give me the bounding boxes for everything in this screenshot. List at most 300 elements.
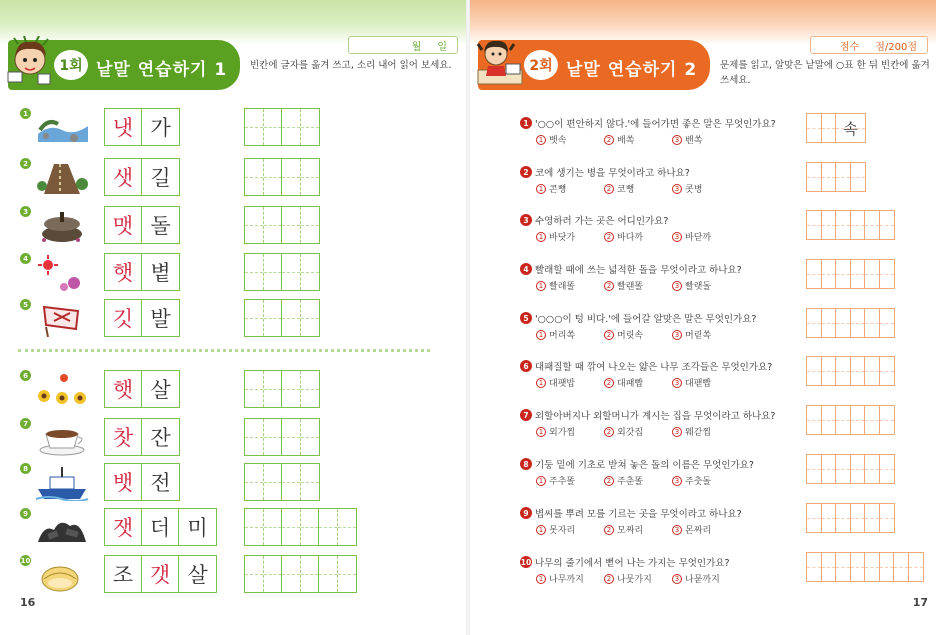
answer-cell[interactable] [851,357,866,385]
option-label: 바닫까 [685,233,712,243]
answer-option[interactable] [604,572,672,585]
writing-grid[interactable] [244,555,357,593]
option-label: 콧병 [685,185,703,195]
answer-grid[interactable] [806,405,895,435]
answer-cell[interactable] [865,309,880,337]
practice-row [0,555,466,595]
option-number-icon: 1 [536,427,546,437]
grid-cell[interactable] [301,254,320,290]
stream-icon [34,110,90,146]
word-syllable: 잿 [105,509,142,545]
question-number: 7 [520,409,532,421]
row-number: 10 [20,556,31,565]
grid-cell[interactable] [245,556,264,592]
score-label: 점수 [839,41,860,53]
answer-cell[interactable] [880,357,895,385]
question-text: '○○이 편안하지 않다.'에 들어가면 좋은 말은 무엇인가요? [535,119,776,130]
writing-grid[interactable] [244,299,320,337]
millstone-icon [34,208,90,244]
grid-cell[interactable] [301,371,320,407]
flag-icon [34,301,90,337]
date-day-label: 일 [437,41,447,53]
answer-cell[interactable] [894,553,909,581]
answer-cell[interactable] [807,357,822,385]
grid-cell[interactable] [282,254,301,290]
grid-cell[interactable] [264,419,283,455]
answer-option[interactable] [672,425,740,438]
row-number: 8 [20,463,31,474]
answer-grid[interactable] [806,210,895,240]
answer-option[interactable] [672,133,740,146]
answer-cell[interactable] [836,406,851,434]
grid-cell[interactable] [301,556,320,592]
answer-grid[interactable] [806,259,895,289]
answer-cell[interactable] [865,553,880,581]
option-list [536,523,740,536]
option-number-icon: 1 [536,232,546,242]
row-number: 3 [20,206,31,217]
answer-option[interactable] [604,474,672,487]
question-item [520,117,810,159]
answer-cell[interactable] [807,211,822,239]
word-syllable: 잔 [150,426,171,450]
answer-grid[interactable] [806,113,866,143]
option-list [536,328,740,341]
option-label: 못자리 [549,526,576,536]
answer-cell[interactable] [880,504,895,532]
answer-grid[interactable] [806,503,895,533]
sunflower-icon [34,372,90,408]
answer-cell[interactable] [865,357,880,385]
answer-cell[interactable] [807,309,822,337]
answer-cell[interactable] [880,260,895,288]
option-number-icon: 1 [536,476,546,486]
option-number-icon: 3 [672,476,682,486]
option-label: 뱃속 [549,136,567,146]
answer-grid[interactable] [806,308,895,338]
word-syllable: 돌 [150,214,171,238]
grid-cell[interactable] [245,109,264,145]
sunshine-icon [34,255,90,291]
answer-cell[interactable] [822,504,837,532]
grid-cell[interactable] [245,159,264,195]
answer-option[interactable] [536,328,604,341]
answer-cell[interactable] [822,309,837,337]
answer-option[interactable] [672,523,740,536]
word-box [104,158,180,196]
option-list [536,182,740,195]
instruction-text: 문제를 읽고, 알맞은 낱말에 ○표 한 뒤 빈칸에 옮겨 쓰세요. [720,60,930,86]
option-number-icon: 1 [536,378,546,388]
answer-cell[interactable] [880,309,895,337]
option-number-icon: 1 [536,574,546,584]
word-box [104,418,180,456]
option-number-icon: 1 [536,184,546,194]
writing-grid[interactable] [244,418,320,456]
word-box [104,108,180,146]
writing-grid[interactable] [244,206,320,244]
left-page [0,0,466,635]
practice-row [0,418,466,458]
grid-cell[interactable] [245,419,264,455]
row-number: 5 [20,299,31,310]
option-label: 웨갇찝 [685,428,712,438]
answer-cell[interactable] [822,357,837,385]
question-number: 5 [520,312,532,324]
option-number-icon: 3 [672,427,682,437]
answer-cell[interactable] [807,504,822,532]
page-title: 낱말 연습하기 1 [96,60,228,80]
option-number-icon: 2 [604,232,614,242]
answer-cell[interactable] [851,211,866,239]
word-syllable: 햇 [105,254,142,290]
word-syllable: 깃 [105,300,142,336]
practice-row [0,253,466,293]
grid-cell[interactable] [301,207,320,243]
answer-option[interactable] [604,182,672,195]
grid-cell[interactable] [301,109,320,145]
answer-cell[interactable] [836,211,851,239]
practice-row [0,158,466,198]
answer-cell[interactable] [807,455,822,483]
option-list [536,572,740,585]
writing-grid[interactable] [244,508,357,546]
answer-cell[interactable] [836,357,851,385]
answer-cell[interactable] [865,455,880,483]
grid-cell[interactable] [338,509,357,545]
option-number-icon: 2 [604,378,614,388]
word-box [104,508,217,546]
answer-cell[interactable] [807,163,822,191]
answer-option[interactable] [536,425,604,438]
option-label: 나뭇가지 [617,575,652,585]
grid-cell[interactable] [245,207,264,243]
word-box [104,299,180,337]
grid-cell[interactable] [282,509,301,545]
answer-option[interactable] [604,230,672,243]
grid-cell[interactable] [264,371,283,407]
answer-cell[interactable] [822,163,837,191]
answer-option[interactable] [604,328,672,341]
word-syllable: 살 [187,563,208,587]
answer-cell[interactable] [909,553,924,581]
answer-cell[interactable] [836,553,851,581]
path-icon [34,160,90,196]
word-box [104,555,217,593]
option-number-icon: 2 [604,330,614,340]
answer-grid[interactable] [806,454,895,484]
question-number: 4 [520,263,532,275]
word-syllable: 조 [105,556,142,592]
grid-cell[interactable] [282,207,301,243]
option-label: 바닷가 [549,233,576,243]
date-tab [348,36,458,54]
option-label: 빨래똘 [549,282,576,292]
answer-option[interactable] [672,376,740,389]
answer-option[interactable] [536,182,604,195]
answer-cell[interactable] [822,406,837,434]
score-tab [810,36,928,54]
option-label: 머릿속 [617,331,644,341]
question-text: 대패질할 때 깎여 나오는 얇은 나무 조각들은 무엇인가요? [535,362,773,373]
grid-cell[interactable] [264,464,283,500]
option-number-icon: 3 [672,135,682,145]
grid-cell[interactable] [245,254,264,290]
option-label: 주춧돌 [685,477,712,487]
question-number: 3 [520,214,532,226]
option-label: 외갓집 [617,428,644,438]
grid-cell[interactable] [338,556,357,592]
answer-cell[interactable] [822,114,837,142]
question-number: 2 [520,166,532,178]
answer-grid[interactable] [806,356,895,386]
answer-cell[interactable] [822,455,837,483]
question-number: 8 [520,458,532,470]
grid-cell[interactable] [301,159,320,195]
question-text: 빨래할 때에 쓰는 넓적한 돌을 무엇이라고 하나요? [535,265,742,276]
answer-option[interactable] [536,133,604,146]
option-label: 주추똘 [549,477,576,487]
grid-cell[interactable] [301,419,320,455]
answer-cell[interactable] [880,211,895,239]
option-number-icon: 3 [672,574,682,584]
answer-cell[interactable] [851,309,866,337]
word-syllable: 맷 [105,207,142,243]
row-number: 7 [20,418,31,429]
grid-cell[interactable] [245,509,264,545]
answer-option[interactable] [536,279,604,292]
question-text: 수영하러 가는 곳은 어디인가요? [535,216,669,227]
clam-icon [34,557,90,593]
answer-cell[interactable] [865,260,880,288]
question-text: 나무의 줄기에서 뻗어 나는 가지는 무엇인가요? [535,558,730,569]
answer-option[interactable] [604,279,672,292]
writing-grid[interactable] [244,463,320,501]
grid-cell[interactable] [245,300,264,336]
writing-grid[interactable] [244,158,320,196]
word-syllable: 미 [187,516,208,540]
answer-cell[interactable] [865,211,880,239]
question-item [520,360,810,402]
grid-cell[interactable] [264,509,283,545]
answer-cell[interactable] [836,309,851,337]
option-number-icon: 2 [604,476,614,486]
grid-cell[interactable] [264,300,283,336]
grid-cell[interactable] [301,464,320,500]
option-list [536,230,740,243]
session-badge: 2회 [524,50,558,80]
answer-grid[interactable] [806,552,924,582]
option-label: 모짜리 [617,526,644,536]
practice-row [0,299,466,339]
question-text: '○○○이 텅 비다.'에 들어갈 알맞은 말은 무엇인가요? [535,314,757,325]
row-number: 4 [20,253,31,264]
answer-cell[interactable] [836,163,851,191]
answer-option[interactable] [672,328,740,341]
answer-cell[interactable] [865,406,880,434]
option-number-icon: 3 [672,184,682,194]
date-month-label: 월 [411,41,422,53]
answer-cell[interactable] [880,406,895,434]
question-item [520,409,810,451]
grid-cell[interactable] [264,159,283,195]
option-label: 대패빱 [617,379,644,389]
writing-grid[interactable] [244,108,320,146]
word-syllable: 살 [150,378,171,402]
answer-option[interactable] [672,182,740,195]
answer-option[interactable] [604,133,672,146]
answer-cell[interactable] [807,260,822,288]
answer-cell[interactable] [822,211,837,239]
option-list [536,279,740,292]
grid-cell[interactable] [245,464,264,500]
option-label: 대팻밥 [549,379,576,389]
option-list [536,376,740,389]
answer-option[interactable] [536,474,604,487]
grid-cell[interactable] [282,109,301,145]
question-text: 볍씨를 뿌려 모를 기르는 곳을 무엇이라고 하나요? [535,509,742,520]
grid-cell[interactable] [264,556,283,592]
grid-cell[interactable] [301,509,320,545]
option-label: 나묻까지 [685,575,720,585]
word-box [104,370,180,408]
answer-cell[interactable] [851,455,866,483]
question-text: 기둥 밑에 기초로 받쳐 놓은 돌의 이름은 무엇인가요? [535,460,754,471]
option-number-icon: 1 [536,135,546,145]
option-list [536,425,740,438]
word-syllable: 전 [150,471,171,495]
practice-row [0,370,466,410]
answer-cell[interactable] [865,504,880,532]
answer-option[interactable] [536,230,604,243]
word-syllable: 갯 [142,556,179,592]
option-number-icon: 1 [536,525,546,535]
answer-cell[interactable]: 속 [836,114,865,142]
option-number-icon: 3 [672,232,682,242]
writing-grid[interactable] [244,370,320,408]
answer-cell[interactable] [851,406,866,434]
option-number-icon: 2 [604,574,614,584]
grid-cell[interactable] [282,464,301,500]
option-number-icon: 1 [536,281,546,291]
question-item [520,556,810,598]
option-label: 머리쏙 [549,331,576,341]
word-syllable: 샛 [105,159,142,195]
word-syllable: 길 [150,166,171,190]
question-number: 9 [520,507,532,519]
question-item [520,263,810,305]
question-item [520,458,810,500]
option-label: 대팯빱 [685,379,712,389]
answer-cell[interactable] [851,163,866,191]
practice-row [0,463,466,503]
option-number-icon: 2 [604,135,614,145]
answer-cell[interactable] [822,260,837,288]
grid-cell[interactable] [264,109,283,145]
grid-cell[interactable] [319,509,338,545]
grid-cell[interactable] [245,371,264,407]
answer-cell[interactable] [851,260,866,288]
option-label: 빨랜똘 [617,282,644,292]
option-number-icon: 3 [672,281,682,291]
answer-cell[interactable] [851,553,866,581]
grid-cell[interactable] [301,300,320,336]
word-syllable: 발 [150,307,171,331]
answer-option[interactable] [536,523,604,536]
answer-cell[interactable] [880,553,895,581]
grid-cell[interactable] [282,556,301,592]
option-number-icon: 3 [672,330,682,340]
answer-cell[interactable] [836,455,851,483]
word-box [104,463,180,501]
option-label: 머릳쏙 [685,331,712,341]
grid-cell[interactable] [282,371,301,407]
answer-cell[interactable] [822,553,837,581]
practice-row [0,508,466,548]
answer-cell[interactable] [836,504,851,532]
answer-option[interactable] [672,230,740,243]
boat-icon [34,465,90,501]
question-number: 10 [520,557,532,567]
option-label: 콘뼝 [549,185,567,195]
word-syllable: 햇 [105,371,142,407]
answer-cell[interactable] [880,455,895,483]
page-number: 16 [20,596,36,609]
grid-cell[interactable] [264,254,283,290]
option-label: 코뼝 [617,185,635,195]
answer-cell[interactable] [807,406,822,434]
question-text: 코에 생기는 병을 무엇이라고 하나요? [535,168,690,179]
answer-grid[interactable] [806,162,866,192]
answer-option[interactable] [672,279,740,292]
answer-cell[interactable] [807,553,822,581]
grid-cell[interactable] [319,556,338,592]
question-item [520,166,810,208]
answer-option[interactable] [604,376,672,389]
option-number-icon: 3 [672,378,682,388]
word-syllable: 볕 [150,261,171,285]
row-number: 2 [20,158,31,169]
answer-cell[interactable] [851,504,866,532]
option-number-icon: 2 [604,427,614,437]
question-item [520,507,810,549]
page-number: 17 [912,596,928,609]
answer-option[interactable] [672,572,740,585]
writing-grid[interactable] [244,253,320,291]
option-label: 배쏙 [617,136,635,146]
option-label: 바다까 [617,233,644,243]
option-label: 외가찝 [549,428,576,438]
grid-cell[interactable] [264,207,283,243]
grid-cell[interactable] [282,159,301,195]
option-label: 빨랫돌 [685,282,712,292]
word-box [104,253,180,291]
answer-option[interactable] [604,523,672,536]
answer-cell[interactable] [836,260,851,288]
answer-option[interactable] [536,572,604,585]
answer-option[interactable] [536,376,604,389]
answer-cell[interactable] [807,114,822,142]
answer-option[interactable] [672,474,740,487]
option-number-icon: 2 [604,525,614,535]
row-number: 1 [20,108,31,119]
grid-cell[interactable] [282,300,301,336]
page-title: 낱말 연습하기 2 [566,60,698,80]
grid-cell[interactable] [282,419,301,455]
answer-option[interactable] [604,425,672,438]
word-syllable: 가 [150,116,171,140]
option-number-icon: 1 [536,330,546,340]
